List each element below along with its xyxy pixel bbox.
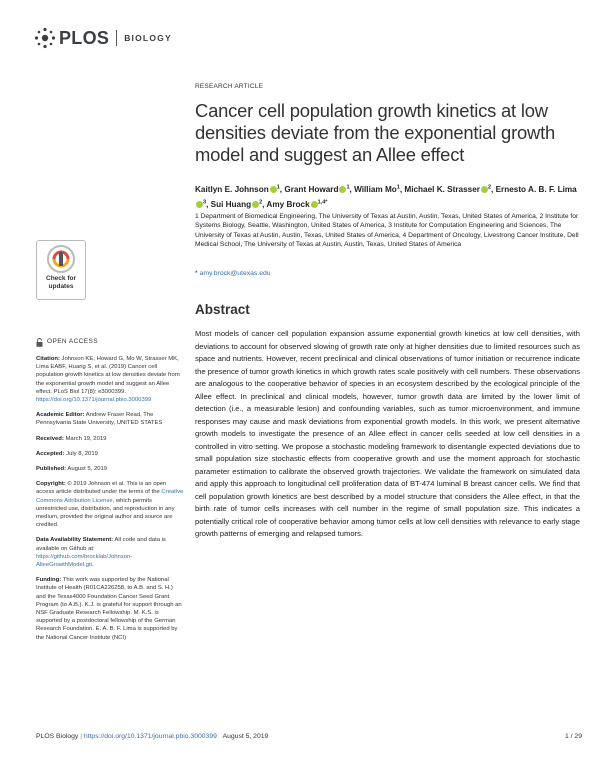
footer-date: August 5, 2019 — [222, 733, 269, 740]
check-for-updates-badge[interactable] — [36, 240, 86, 300]
article-type: RESEARCH ARTICLE — [195, 83, 264, 90]
logo-journal-name: BIOLOGY — [124, 33, 172, 43]
orcid-icon[interactable] — [196, 201, 203, 208]
corresponding-email — [195, 270, 271, 277]
author-separator: , — [349, 184, 355, 194]
open-access-label: OPEN ACCESS — [47, 338, 98, 346]
open-access-badge — [36, 338, 184, 347]
logo-divider — [116, 30, 117, 46]
open-lock-icon — [36, 338, 43, 347]
author-separator: , — [491, 184, 496, 194]
academic-editor-block: Academic Editor: Andrew Fraser Read, The Pennsylvania State University, UNITED STATES — [36, 412, 163, 427]
footer-citation — [36, 733, 268, 740]
abstract-text: Most models of cancer cell population expansion assume exponential growth kinetics at low cell densities, with deviations to account for observed slowing of growth rate only at higher densities due to limited resources such as space and nutrients. However, recent preclinical and clinical observations of tumor initiation or recurrence indicate the presence of tumor growth kinetics in which growth rates scale positively with cell numbers. These observations are analogous to the cooperative behavior of species in an ecosystem described by the ecological principle of the Allee effect. In preclinical and clinical models, however, tumor growth data are limited by the lower limit of detection (i.e., a measurable lesion) and confounding variables, such as tumor microenvironment, and immune responses may cause and mask deviations from exponential growth models. In this work, we present alternative growth models to investigate the presence of an Allee effect in cancer cells seeded at low cell densities in a controlled in vitro setting. We propose a stochastic modeling framework to disentangle expected deviations due to small population size stochastic effects from cooperative growth and use the moment approach for stochastic parameter estimation to calibrate the observed growth trajectories. We validate the framework on simulated data and apply this approach to longitudinal cell proliferation data of BT-474 luminal B breast cancer cells. We find that cell population growth kinetics are best described by a model structure that considers the Allee effect, in that the birth rate of tumor cells increases with cell number in the regime of small population size. This indicates a potentially critical role of cooperative behavior among tumor cells at low cell densities with relevance to early stage growth patterns of emerging and relapsed tumors. — [195, 329, 580, 538]
citation-block: Citation: Johnson KE, Howard G, Mo W, Strasser MK, Lima EABF, Huang S, et al. (2019) Cancer cell population growth kinetics at low densities deviate from the exponential growth model and suggest an Allee effect. PLoS Biol 17(8): e3000399. https://doi.org/10.1371/journal.pbio.3000399 — [36, 356, 180, 404]
license-link[interactable]: Creative Commons Attribution License — [36, 489, 184, 504]
author — [354, 185, 404, 194]
funding-block: Funding: This work was supported by the National Institute of Health (R01CA226258, to A.B. and S. H.) and the Texas4000 Foundation Cancer Seed Grant Program (to A.B.). K.J. is grateful for support through an NSF Graduate Research Fellowship. M. K.S. is supported by a postdoctoral fellowship of the German Research Foundation. E. A. B. F. Lima is supported by the National Cancer Institute (NCI) — [36, 577, 182, 641]
check-for-updates-label: Check for updates — [46, 275, 76, 290]
published-date: Published: August 5, 2019 — [36, 466, 108, 473]
email-link[interactable]: amy.brock@utexas.edu — [199, 270, 271, 277]
citation-doi-link[interactable]: https://doi.org/10.1371/journal.pbio.3000399 — [36, 397, 152, 404]
author — [284, 185, 354, 194]
author-affiliation-marker: 2 — [259, 199, 263, 206]
author-separator: , — [206, 199, 211, 209]
article-sidebar — [36, 338, 184, 649]
orcid-icon[interactable] — [311, 201, 318, 208]
affiliations: 1 Department of Biomedical Engineering, The University of Texas at Austin, Austin, Texas, United States of America, 2 Institute for Systems Biology, Seattle, Washington, United States of America, 3 Institute for Computation Engineering and Sciences, The University of Texas at Austin, Austin, Texas, United States of America, 4 Department of Oncology, Livestrong Cancer Institute, Dell Medical School, The University of Texas at Austin, Austin, Texas, United States of America — [195, 213, 579, 249]
author-separator: , — [279, 184, 285, 194]
logo-plos-text: PLOS — [59, 27, 110, 48]
author — [404, 185, 495, 194]
github-link[interactable]: https://github.com/brocklab/Johnson-AlleeGrowthModel.git — [36, 553, 133, 569]
footer-journal: PLOS Biology — [36, 733, 79, 740]
author-affiliation-marker: 3 — [203, 199, 207, 206]
footer-doi-link[interactable]: https://doi.org/10.1371/journal.pbio.3000399 — [83, 733, 217, 740]
footer-separator: | — [80, 733, 82, 740]
author-name: Ernesto A. B. F. Lima — [495, 184, 577, 194]
author-affiliation-marker: 1 — [396, 184, 400, 190]
page-footer — [36, 733, 582, 740]
article-title: Cancer cell population growth kinetics at low densities deviate from the exponential growth model and suggest an Allee effect — [195, 100, 556, 165]
crossmark-icon — [46, 244, 76, 274]
author-affiliation-marker: 1 — [276, 184, 280, 190]
orcid-icon[interactable] — [481, 186, 488, 193]
author — [266, 200, 327, 209]
author-name: Michael K. Strasser — [404, 184, 480, 194]
plos-biology-logo — [34, 27, 172, 49]
author-affiliation-marker: 1 — [346, 184, 350, 190]
author-separator: , — [262, 199, 267, 209]
author-affiliation-marker: 1,4* — [317, 199, 328, 206]
page-number: 1 / 29 — [564, 733, 582, 740]
data-availability-block: Data Availability Statement: All code and data is available on Github at: https://github.com/brocklab/Johnson-AlleeGrowthModel.git. — [36, 537, 166, 569]
accepted-date: Accepted: July 8, 2019 — [36, 450, 98, 457]
abstract-heading: Abstract — [195, 302, 250, 317]
author-name: Amy Brock — [266, 199, 310, 209]
received-date: Received: March 19, 2019 — [36, 435, 107, 442]
author-name: Sui Huang — [210, 199, 252, 209]
author-separator: , — [399, 184, 405, 194]
author-name: Kaitlyn E. Johnson — [195, 184, 269, 194]
author — [211, 200, 267, 209]
author-name: Grant Howard — [284, 184, 339, 194]
author-affiliation-marker: 2 — [487, 184, 492, 190]
plos-logo-icon — [34, 27, 56, 49]
author-name: William Mo — [354, 184, 397, 194]
copyright-block: Copyright: © 2019 Johnson et al. This is an open access article distributed under the terms of the Creative Commons Attribution License, which permits unrestricted use, distribution, and reproduction in any medium, provided the original author and source are credited. — [36, 481, 184, 529]
email-marker: * — [195, 270, 198, 277]
author-list — [195, 181, 580, 211]
author — [195, 185, 284, 194]
orcid-icon[interactable] — [270, 186, 277, 193]
